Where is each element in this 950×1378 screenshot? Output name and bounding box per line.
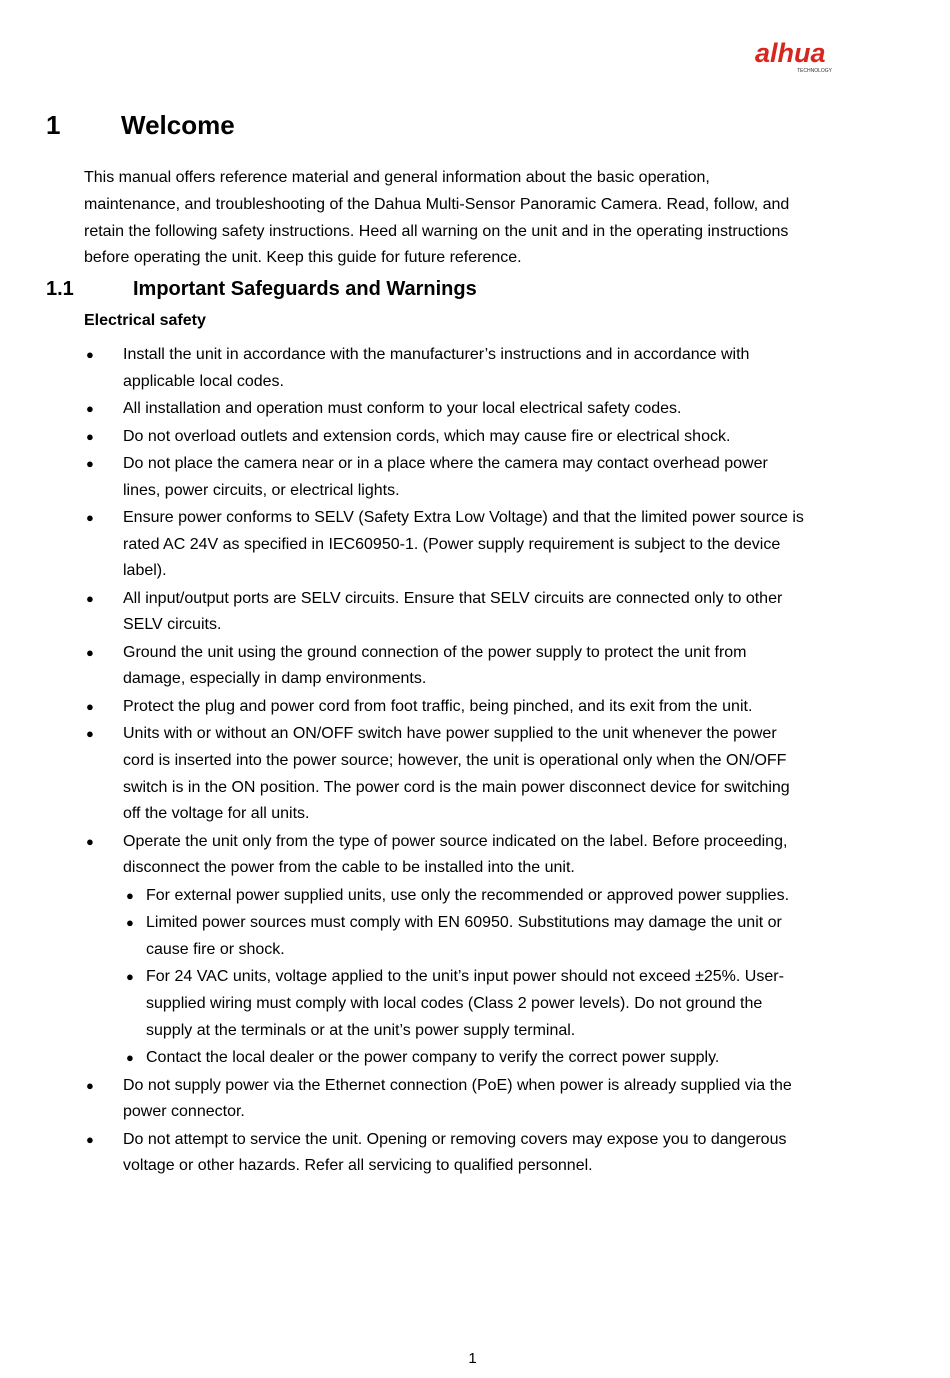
list-item-line: Ground the unit using the ground connection of the power supply to protect the unit from bbox=[123, 643, 747, 661]
bullet-icon: ● bbox=[126, 887, 134, 903]
list-item-line: power connector. bbox=[123, 1103, 245, 1121]
intro-line: maintenance, and troubleshooting of the Dahua Multi-Sensor Panoramic Camera. Read, follow, and bbox=[84, 195, 790, 213]
subsection-title: Important Safeguards and Warnings bbox=[133, 278, 477, 300]
list-item-line: damage, especially in damp environments. bbox=[123, 670, 427, 688]
list-item-line: cord is inserted into the power source; however, the unit is operational only when the ON/OFF bbox=[123, 752, 787, 770]
sub-list-item bbox=[0, 964, 950, 1044]
list-item bbox=[0, 829, 950, 882]
list-item-line: Do not overload outlets and extension cords, which may cause fire or electrical shock. bbox=[123, 427, 731, 445]
intro-line: retain the following safety instructions. Heed all warning on the unit and in the operating instructions bbox=[84, 222, 789, 240]
list-item-line: All input/output ports are SELV circuits. Ensure that SELV circuits are connected only to other bbox=[123, 589, 783, 607]
intro-line: before operating the unit. Keep this guide for future reference. bbox=[84, 249, 522, 267]
bullet-icon: ● bbox=[86, 1131, 94, 1147]
section-number: 1 bbox=[46, 110, 61, 140]
list-item bbox=[0, 586, 950, 639]
bullet-icon: ● bbox=[86, 428, 94, 444]
intro-paragraph bbox=[84, 165, 854, 272]
sub-list-item bbox=[0, 1045, 950, 1072]
list-item-line: Do not attempt to service the unit. Opening or removing covers may expose you to dangerous bbox=[123, 1130, 787, 1148]
list-item-line: voltage or other hazards. Refer all servicing to qualified personnel. bbox=[123, 1157, 593, 1175]
list-item-line: Contact the local dealer or the power company to verify the correct power supply. bbox=[146, 1049, 720, 1067]
bullet-icon: ● bbox=[86, 456, 94, 472]
list-item-line: supply at the terminals or at the unit’s power supply terminal. bbox=[146, 1021, 576, 1039]
list-item-line: label). bbox=[123, 562, 167, 580]
list-item-line: lines, power circuits, or electrical lights. bbox=[123, 481, 400, 499]
list-item-line: off the voltage for all units. bbox=[123, 805, 310, 823]
page-number: 1 bbox=[468, 1350, 477, 1367]
list-item-line: Ensure power conforms to SELV (Safety Extra Low Voltage) and that the limited power source is bbox=[123, 509, 804, 527]
list-item bbox=[0, 424, 950, 451]
list-item-line: applicable local codes. bbox=[123, 372, 284, 390]
list-item-line: SELV circuits. bbox=[123, 616, 222, 634]
list-item-line: disconnect the power from the cable to be installed into the unit. bbox=[123, 859, 575, 877]
bullet-icon: ● bbox=[86, 401, 94, 417]
list-item bbox=[0, 396, 950, 423]
list-item bbox=[0, 694, 950, 721]
list-item bbox=[0, 451, 950, 504]
sub-list-item bbox=[0, 883, 950, 910]
list-item bbox=[0, 342, 950, 395]
bullet-icon: ● bbox=[86, 510, 94, 526]
list-item bbox=[0, 1127, 950, 1180]
safety-bullet-list bbox=[0, 342, 950, 1181]
list-item bbox=[0, 721, 950, 827]
list-item-line: rated AC 24V as specified in IEC60950-1. (Power supply requirement is subject to the device bbox=[123, 535, 781, 553]
list-item-line: Units with or without an ON/OFF switch have power supplied to the unit whenever the power bbox=[123, 725, 777, 743]
bullet-icon: ● bbox=[86, 644, 94, 660]
bullet-icon: ● bbox=[86, 347, 94, 362]
list-item-line: Operate the unit only from the type of power source indicated on the label. Before proceeding, bbox=[123, 832, 788, 850]
list-item bbox=[0, 1073, 950, 1126]
bullet-icon: ● bbox=[126, 969, 134, 985]
list-item-line: Limited power sources must comply with EN 60950. Substitutions may damage the unit or bbox=[146, 914, 782, 932]
list-item bbox=[0, 640, 950, 693]
list-item-line: switch is in the ON position. The power cord is the main power disconnect device for switching bbox=[123, 778, 790, 796]
bullet-icon: ● bbox=[86, 590, 94, 606]
electrical-safety-heading: Electrical safety bbox=[84, 312, 206, 329]
list-item-line: supplied wiring must comply with local codes (Class 2 power levels). Do not ground the bbox=[146, 994, 763, 1012]
list-item-line: cause fire or shock. bbox=[146, 940, 285, 958]
bullet-icon: ● bbox=[86, 698, 94, 714]
logo-subtext: TECHNOLOGY bbox=[797, 68, 833, 74]
section-heading-welcome bbox=[46, 110, 235, 141]
list-item-line: Install the unit in accordance with the manufacturer’s instructions and in accordance with bbox=[123, 346, 750, 363]
list-item-line: Do not supply power via the Ethernet connection (PoE) when power is already supplied via the bbox=[123, 1076, 792, 1094]
list-item bbox=[0, 505, 950, 585]
bullet-icon: ● bbox=[86, 833, 94, 849]
list-item-line: All installation and operation must conform to your local electrical safety codes. bbox=[123, 400, 682, 418]
logo-wordmark: alhua bbox=[755, 38, 826, 68]
list-item-line: Do not place the camera near or in a place where the camera may contact overhead power bbox=[123, 455, 768, 473]
subsection-heading bbox=[46, 278, 477, 301]
list-item-line: For 24 VAC units, voltage applied to the unit’s input power should not exceed ±25%. User- bbox=[146, 968, 784, 986]
bullet-icon: ● bbox=[126, 1050, 134, 1066]
list-item-line: Protect the plug and power cord from foot traffic, being pinched, and its exit from the unit. bbox=[123, 697, 753, 715]
intro-line: This manual offers reference material and general information about the basic operation, bbox=[84, 169, 710, 186]
bullet-icon: ● bbox=[86, 1077, 94, 1093]
dahua-logo bbox=[753, 38, 853, 74]
bullet-icon: ● bbox=[86, 726, 94, 742]
list-item-line: For external power supplied units, use only the recommended or approved power supplies. bbox=[146, 886, 790, 904]
bullet-icon: ● bbox=[126, 915, 134, 931]
subsection-number: 1.1 bbox=[46, 278, 74, 300]
sub-list-item bbox=[0, 910, 950, 963]
section-title: Welcome bbox=[121, 110, 235, 140]
